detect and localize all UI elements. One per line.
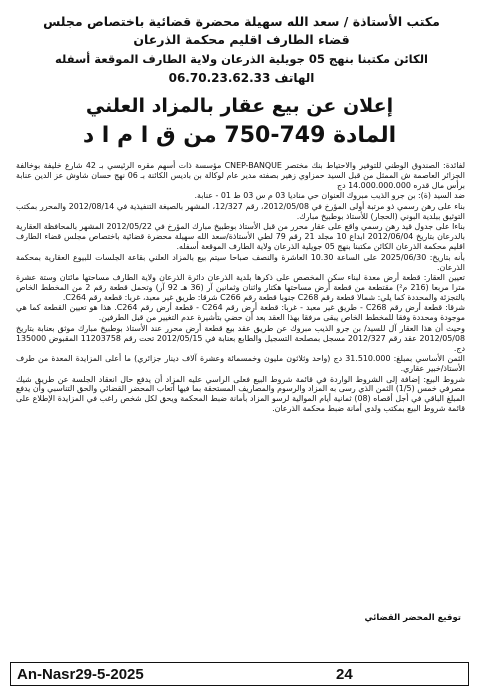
paragraph-registration: بناءا على جدول قيد رهن رسمي واقع على عقار محرر من قبل الأستاذ بوطبيخ مبارك المؤرخ في 2012/05/22 المشهر بالمحافظة العقارية بالدرعان بتاريخ 2012/06/04 ابداع 10 مجلد 21 رقم 79 لطي الأستاذة/سعد الله سهيلة محضرة قضائية باختصاص مجلس قضاء الطارف اقليم محكمة الذرعان الكائن مكتبنا بنهج 05 جويلية الذرعان ولاية الطارف الموقعة أسفله. [16,222,466,252]
newspaper-footer [10,662,469,686]
paragraph-sale-date: بأنه بتاريخ: 2025/06/30 على الساعة 10.30 العاشرة والنصف صباحا سيتم بيع بالمزاد العلني بقاعة الجلسات للبيوع العقارية بمحكمة الذرعان. [16,252,465,272]
paragraph-ownership: وحيث أن هذا العقار آل للسيد/ بن جرو الذيب مبروك عن طريق عقد بيع قطعة أرض محرر عند الأستاذ بوطبيخ مبارك موثق بعنابة بتاريخ 2012/05/08 عقد رقم 2012/327 مسجل بمصلحة التسجيل والطابع بعنابة في 2012/05/15 تحت رقم 11203758 المقبوض 135000 دج. [16,323,466,353]
paragraph-property-description: تعيين العقار: قطعة أرض معدة لبناء سكن المخصص على ذكرها بلدية الذرعان دائرة الذرعان ولاية الطارف مساحتها مائتان وستة عشرة مترا مربعا (216 م²) مقتطعة من قطعة أرض مساحتها هكتار واثنان وثمانين آر (36 هـ 92 آر) وتحمل قطعة رقم 2 من المخطط الخاص بالتجزئة والمحددة كما يلي: شمالا قطعة رقم C268 جنوبا قطعة رقم C266 شرقا: طريق غير معبد، غربا: قطعة رقم C264. [16,272,465,302]
announcement-page [10,8,469,658]
announcement-title: إعلان عن بيع عقار بالمزاد العلني [85,95,394,117]
legal-articles-title: المادة 749-750 من ق ا م ا د [82,123,397,148]
paragraph-sale-conditions: شروط البيع: إضافة إلى الشروط الواردة في قائمة شروط البيع فعلى الراسي عليه المزاد أن يدفع حال انعقاد الجلسة عن طريق شيك مصرفي خمس (1/5) الثمن الذي رسى به المزاد والرسوم والمصاريف المستحقة بما فيها أتعاب المحضر القضائي والحق التناسبي وأن يدفع المبلغ الباقي في أجل أقصاه (08) ثمانية أيام الموالية لرسو المزاد بأمانة ضبط المحكمة ويحق لكل شخص راغب في المزايدة الإطلاع على قائمة شروط البيع بمكتب ولدى أمانة ضبط محكمة الذرعان. [16,374,465,414]
newspaper-name-date: An-Nasr29-5-2025 [17,665,144,683]
paragraph-mortgage: بناء على رهن رسمي ذو مرتبة أولى المؤرخ في 2012/05/08، رقم 12/327، المشهر بالصيغة التنفيذية في 2012/08/14 والمحرر بمكتب التوثيق ببلدية البوني (الحجار) للأستاذ بوطبيخ مبارك. [16,201,465,221]
office-header-line-1: مكتب الأستاذة / سعد الله سهيلة محضرة قضائية باختصاص مجلس [43,14,440,29]
bailiff-signature: توقيع المحضر القضائي [364,613,461,623]
paragraph-base-price: الثمن الأساسي بمبلغ: 31.510.000 دج (واحد وثلاثون مليون وخمسمائة وعشرة آلاف دينار جزائري) ما أعلى المزايدة المعدة من طرف الأستاذ/خبير عقاري. [16,354,465,374]
office-phone: الهاتف 06.70.23.62.33 [168,71,315,85]
paragraph-debtor: ضد السيد (ة): بن جرو الذيب مبروك العنوان حي مناديا 03 م س 03 ط 01 - عنابة. [194,191,465,201]
office-header-line-2: قضاء الطارف اقليم محكمة الذرعان [133,32,350,47]
announcement-body [16,161,465,415]
office-address: الكائن مكتبنا بنهج 05 جويلية الذرعان ولاية الطارف الموقعة أسفله [55,52,428,66]
paragraph-boundaries: شرقا: قطعة أرض رقم C268 - طريق غير معبد - غربا: قطعة أرض رقم C264 - قطعة أرض رقم C264. هذا هو تعيين القطعة كما هي موجودة ومحددة وفقا للمخطط الخاص يبقى مرفقا بهذا العقد بعد أن حضي بتأشيرة عدم التغيير من قبل الطرفين. [16,303,465,323]
paragraph-beneficiary: لفائدة: الصندوق الوطني للتوفير والاحتياط بنك مختصر CNEP-BANQUE مؤسسة ذات أسهم مقره الرئيسي بـ 42 شارع خليفة بوخالفة الجزائر العاصمة ش الممثل من قبل السيد حمزاوي زهير بصفته مدير عام لوكالة بن باديس الكائنة بـ 06 نهج حسان شاوش عز الدين عنابة برأس مال قدره 14.000.000.000 دج [16,161,465,190]
page-number: 24 [336,665,353,683]
